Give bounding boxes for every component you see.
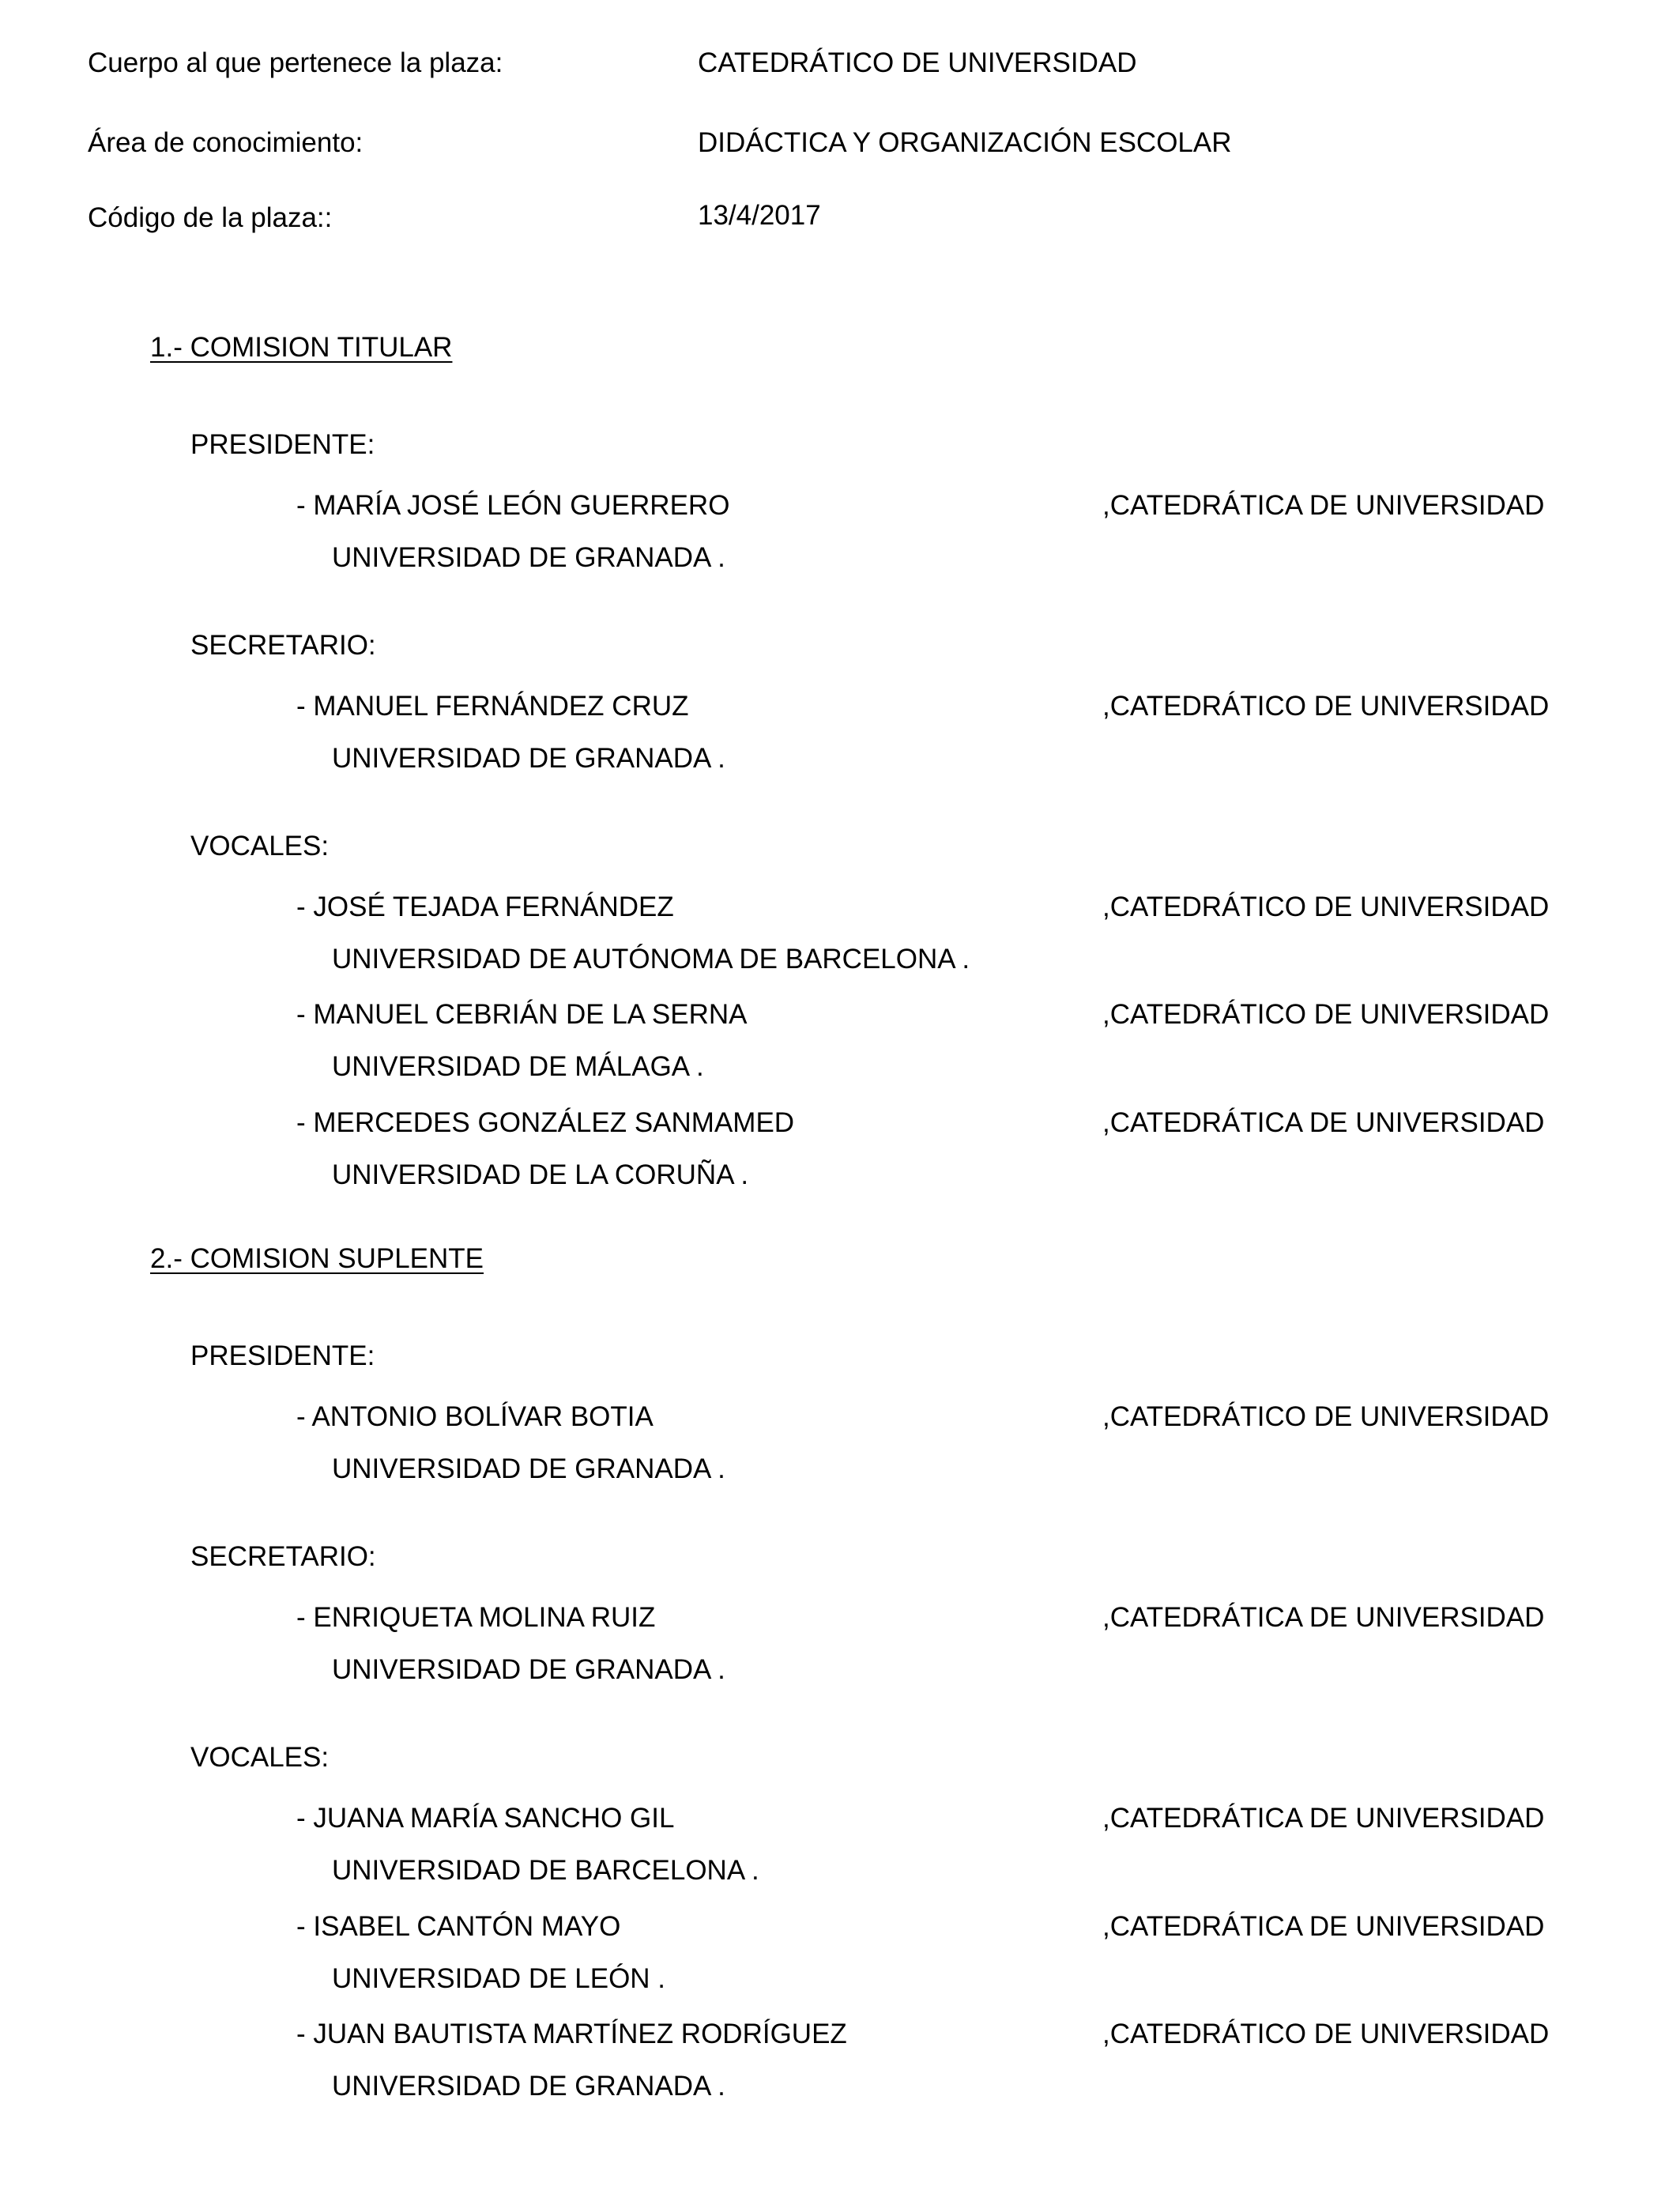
member-name: - JOSÉ TEJADA FERNÁNDEZ <box>296 892 674 922</box>
role-label-vocales: VOCALES: <box>190 831 330 861</box>
role-label-presidente: PRESIDENTE: <box>190 1340 375 1371</box>
member-name: - JUANA MARÍA SANCHO GIL <box>296 1803 675 1834</box>
member-university: UNIVERSIDAD DE LA CORUÑA . <box>332 1159 749 1190</box>
member-position: ,CATEDRÁTICA DE UNIVERSIDAD <box>1102 1911 1545 1942</box>
member-university: UNIVERSIDAD DE LEÓN . <box>332 1963 666 1994</box>
member-name: - MARÍA JOSÉ LEÓN GUERRERO <box>296 490 730 521</box>
role-label-presidente: PRESIDENTE: <box>190 429 375 460</box>
member-university: UNIVERSIDAD DE GRANADA . <box>332 1654 725 1685</box>
member-university: UNIVERSIDAD DE MÁLAGA . <box>332 1051 704 1082</box>
section-title-titular: 1.- COMISION TITULAR <box>150 332 453 363</box>
section-title-suplente: 2.- COMISION SUPLENTE <box>150 1243 484 1274</box>
area-label: Área de conocimiento: <box>88 127 363 158</box>
member-position: ,CATEDRÁTICO DE UNIVERSIDAD <box>1102 691 1550 722</box>
codigo-value: 13/4/2017 <box>698 200 821 231</box>
member-university: UNIVERSIDAD DE BARCELONA . <box>332 1855 759 1886</box>
member-university: UNIVERSIDAD DE GRANADA . <box>332 2071 725 2102</box>
member-name: - ISABEL CANTÓN MAYO <box>296 1911 621 1942</box>
member-position: ,CATEDRÁTICO DE UNIVERSIDAD <box>1102 2019 1550 2049</box>
member-name: - MANUEL CEBRIÁN DE LA SERNA <box>296 999 748 1030</box>
role-label-vocales: VOCALES: <box>190 1742 330 1773</box>
cuerpo-label: Cuerpo al que pertenece la plaza: <box>88 47 503 78</box>
member-university: UNIVERSIDAD DE GRANADA . <box>332 743 725 774</box>
role-label-secretario: SECRETARIO: <box>190 630 376 661</box>
member-position: ,CATEDRÁTICA DE UNIVERSIDAD <box>1102 1602 1545 1633</box>
member-university: UNIVERSIDAD DE GRANADA . <box>332 1453 725 1484</box>
member-position: ,CATEDRÁTICA DE UNIVERSIDAD <box>1102 1803 1545 1834</box>
member-university: UNIVERSIDAD DE AUTÓNOMA DE BARCELONA . <box>332 944 970 974</box>
member-name: - JUAN BAUTISTA MARTÍNEZ RODRÍGUEZ <box>296 2019 847 2049</box>
member-position: ,CATEDRÁTICO DE UNIVERSIDAD <box>1102 999 1550 1030</box>
cuerpo-value: CATEDRÁTICO DE UNIVERSIDAD <box>698 47 1137 78</box>
member-name: - ANTONIO BOLÍVAR BOTIA <box>296 1401 654 1432</box>
member-name: - ENRIQUETA MOLINA RUIZ <box>296 1602 656 1633</box>
codigo-label: Código de la plaza:: <box>88 202 333 233</box>
member-position: ,CATEDRÁTICA DE UNIVERSIDAD <box>1102 490 1545 521</box>
member-name: - MERCEDES GONZÁLEZ SANMAMED <box>296 1107 795 1138</box>
member-name: - MANUEL FERNÁNDEZ CRUZ <box>296 691 689 722</box>
role-label-secretario: SECRETARIO: <box>190 1541 376 1572</box>
member-university: UNIVERSIDAD DE GRANADA . <box>332 542 725 573</box>
member-position: ,CATEDRÁTICO DE UNIVERSIDAD <box>1102 892 1550 922</box>
area-value: DIDÁCTICA Y ORGANIZACIÓN ESCOLAR <box>698 127 1232 158</box>
member-position: ,CATEDRÁTICO DE UNIVERSIDAD <box>1102 1401 1550 1432</box>
member-position: ,CATEDRÁTICA DE UNIVERSIDAD <box>1102 1107 1545 1138</box>
